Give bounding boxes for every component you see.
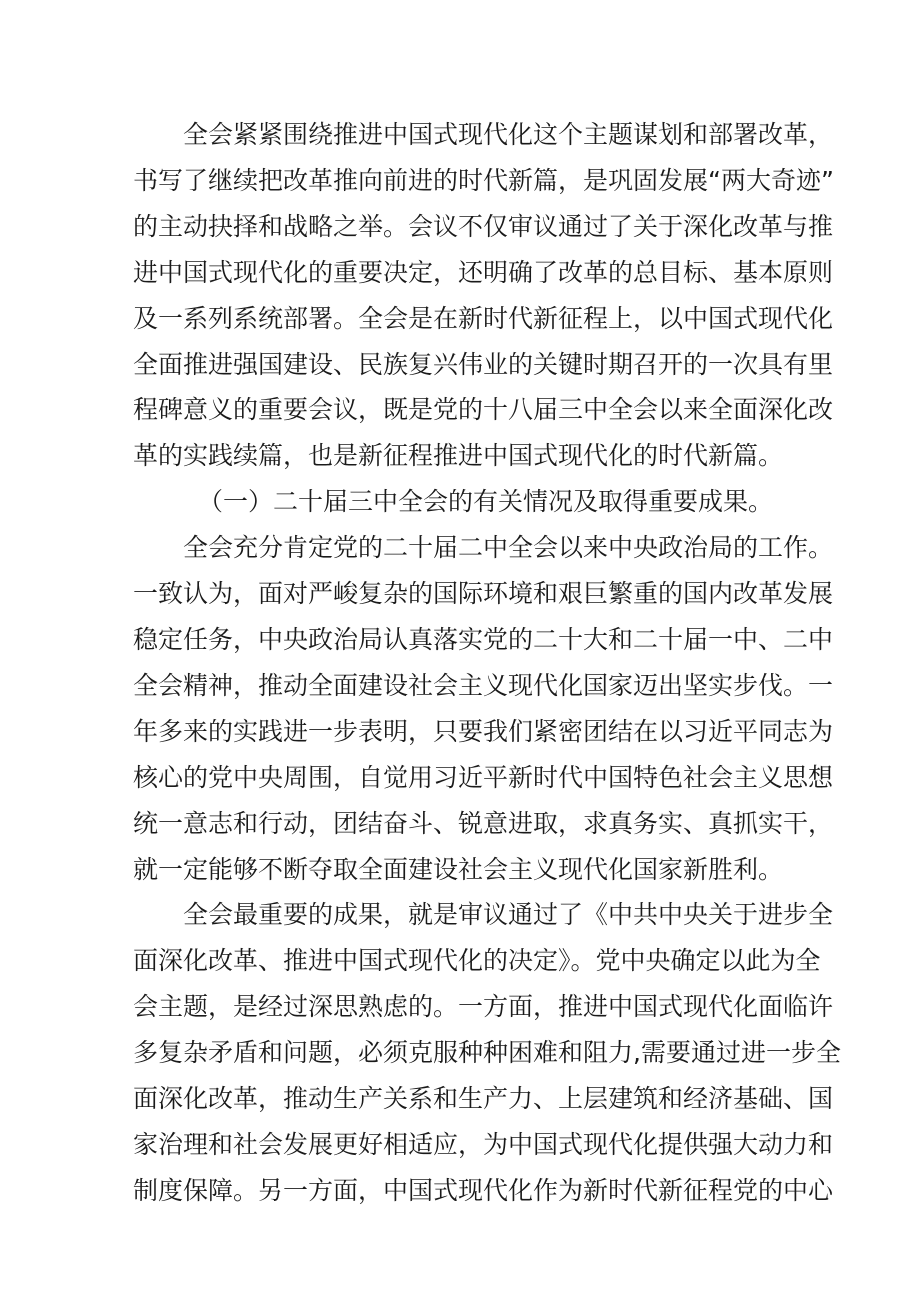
text-line: 面深化改革，推动生产关系和生产力、上层建筑和经济基础、国	[133, 1084, 834, 1114]
text-line: 全面推进强国建设、民族复兴伟业的关键时期召开的一次具有里	[133, 349, 834, 379]
text-line: 面深化改革、推进中国式现代化的决定》。党中央确定以此为全	[133, 946, 821, 976]
text-line: 一致认为，面对严峻复杂的国际环境和艰巨繁重的国内改革发展	[133, 579, 834, 609]
text-line: 书写了继续把改革推向前进的时代新篇，是巩固发展“两大奇迹”	[133, 165, 834, 195]
text-line: 全会最重要的成果，就是审议通过了《中共中央关于进步全	[183, 900, 834, 930]
text-line: 会主题，是经过深思熟虑的。一方面，推进中国式现代化面临许	[133, 992, 834, 1022]
text-line: 稳定任务，中央政治局认真落实党的二十大和二十届一中、二中	[133, 624, 834, 654]
text-line: 年多来的实践进一步表明，只要我们紧密团结在以习近平同志为	[133, 716, 834, 746]
text-line: 革的实践续篇，也是新征程推进中国式现代化的时代新篇。	[133, 441, 784, 471]
paragraph-key-outcome	[133, 892, 841, 1213]
text-line: 制度保障。另一方面，中国式现代化作为新时代新征程党的中心	[133, 1175, 834, 1205]
text-line: 及一系列系统部署。全会是在新时代新征程上，以中国式现代化	[133, 303, 834, 333]
text-line: 进中国式现代化的重要决定，还明确了改革的总目标、基本原则	[133, 257, 834, 287]
body-text	[133, 112, 841, 1214]
paragraph-plenary-affirmation	[133, 525, 834, 892]
text-line: 全会充分肯定党的二十届二中全会以来中央政治局的工作。	[183, 533, 834, 563]
text-line: 的主动抉择和战略之举。会议不仅审议通过了关于深化改革与推	[133, 211, 834, 241]
text-line: 核心的党中央周围，自觉用习近平新时代中国特色社会主义思想	[133, 762, 834, 792]
text-line: 全会精神，推动全面建设社会主义现代化国家迈出坚实步伐。一	[133, 670, 834, 700]
text-line: 多复杂矛盾和问题，必须克服种种困难和阻力,需要通过进一步全	[133, 1038, 841, 1068]
text-line: 统一意志和行动，团结奋斗、锐意进取，求真务实、真抓实干，	[133, 808, 834, 838]
paragraph-intro	[133, 112, 834, 479]
text-line: 全会紧紧围绕推进中国式现代化这个主题谋划和部署改革，	[183, 120, 834, 149]
text-line: 程碑意义的重要会议，既是党的十八届三中全会以来全面深化改	[133, 395, 834, 425]
text-line: 家治理和社会发展更好相适应，为中国式现代化提供强大动力和	[133, 1129, 834, 1159]
section-heading: （一）二十届三中全会的有关情况及取得重要成果。	[198, 487, 774, 517]
text-line: 就一定能够不断夺取全面建设社会主义现代化国家新胜利。	[133, 854, 784, 884]
